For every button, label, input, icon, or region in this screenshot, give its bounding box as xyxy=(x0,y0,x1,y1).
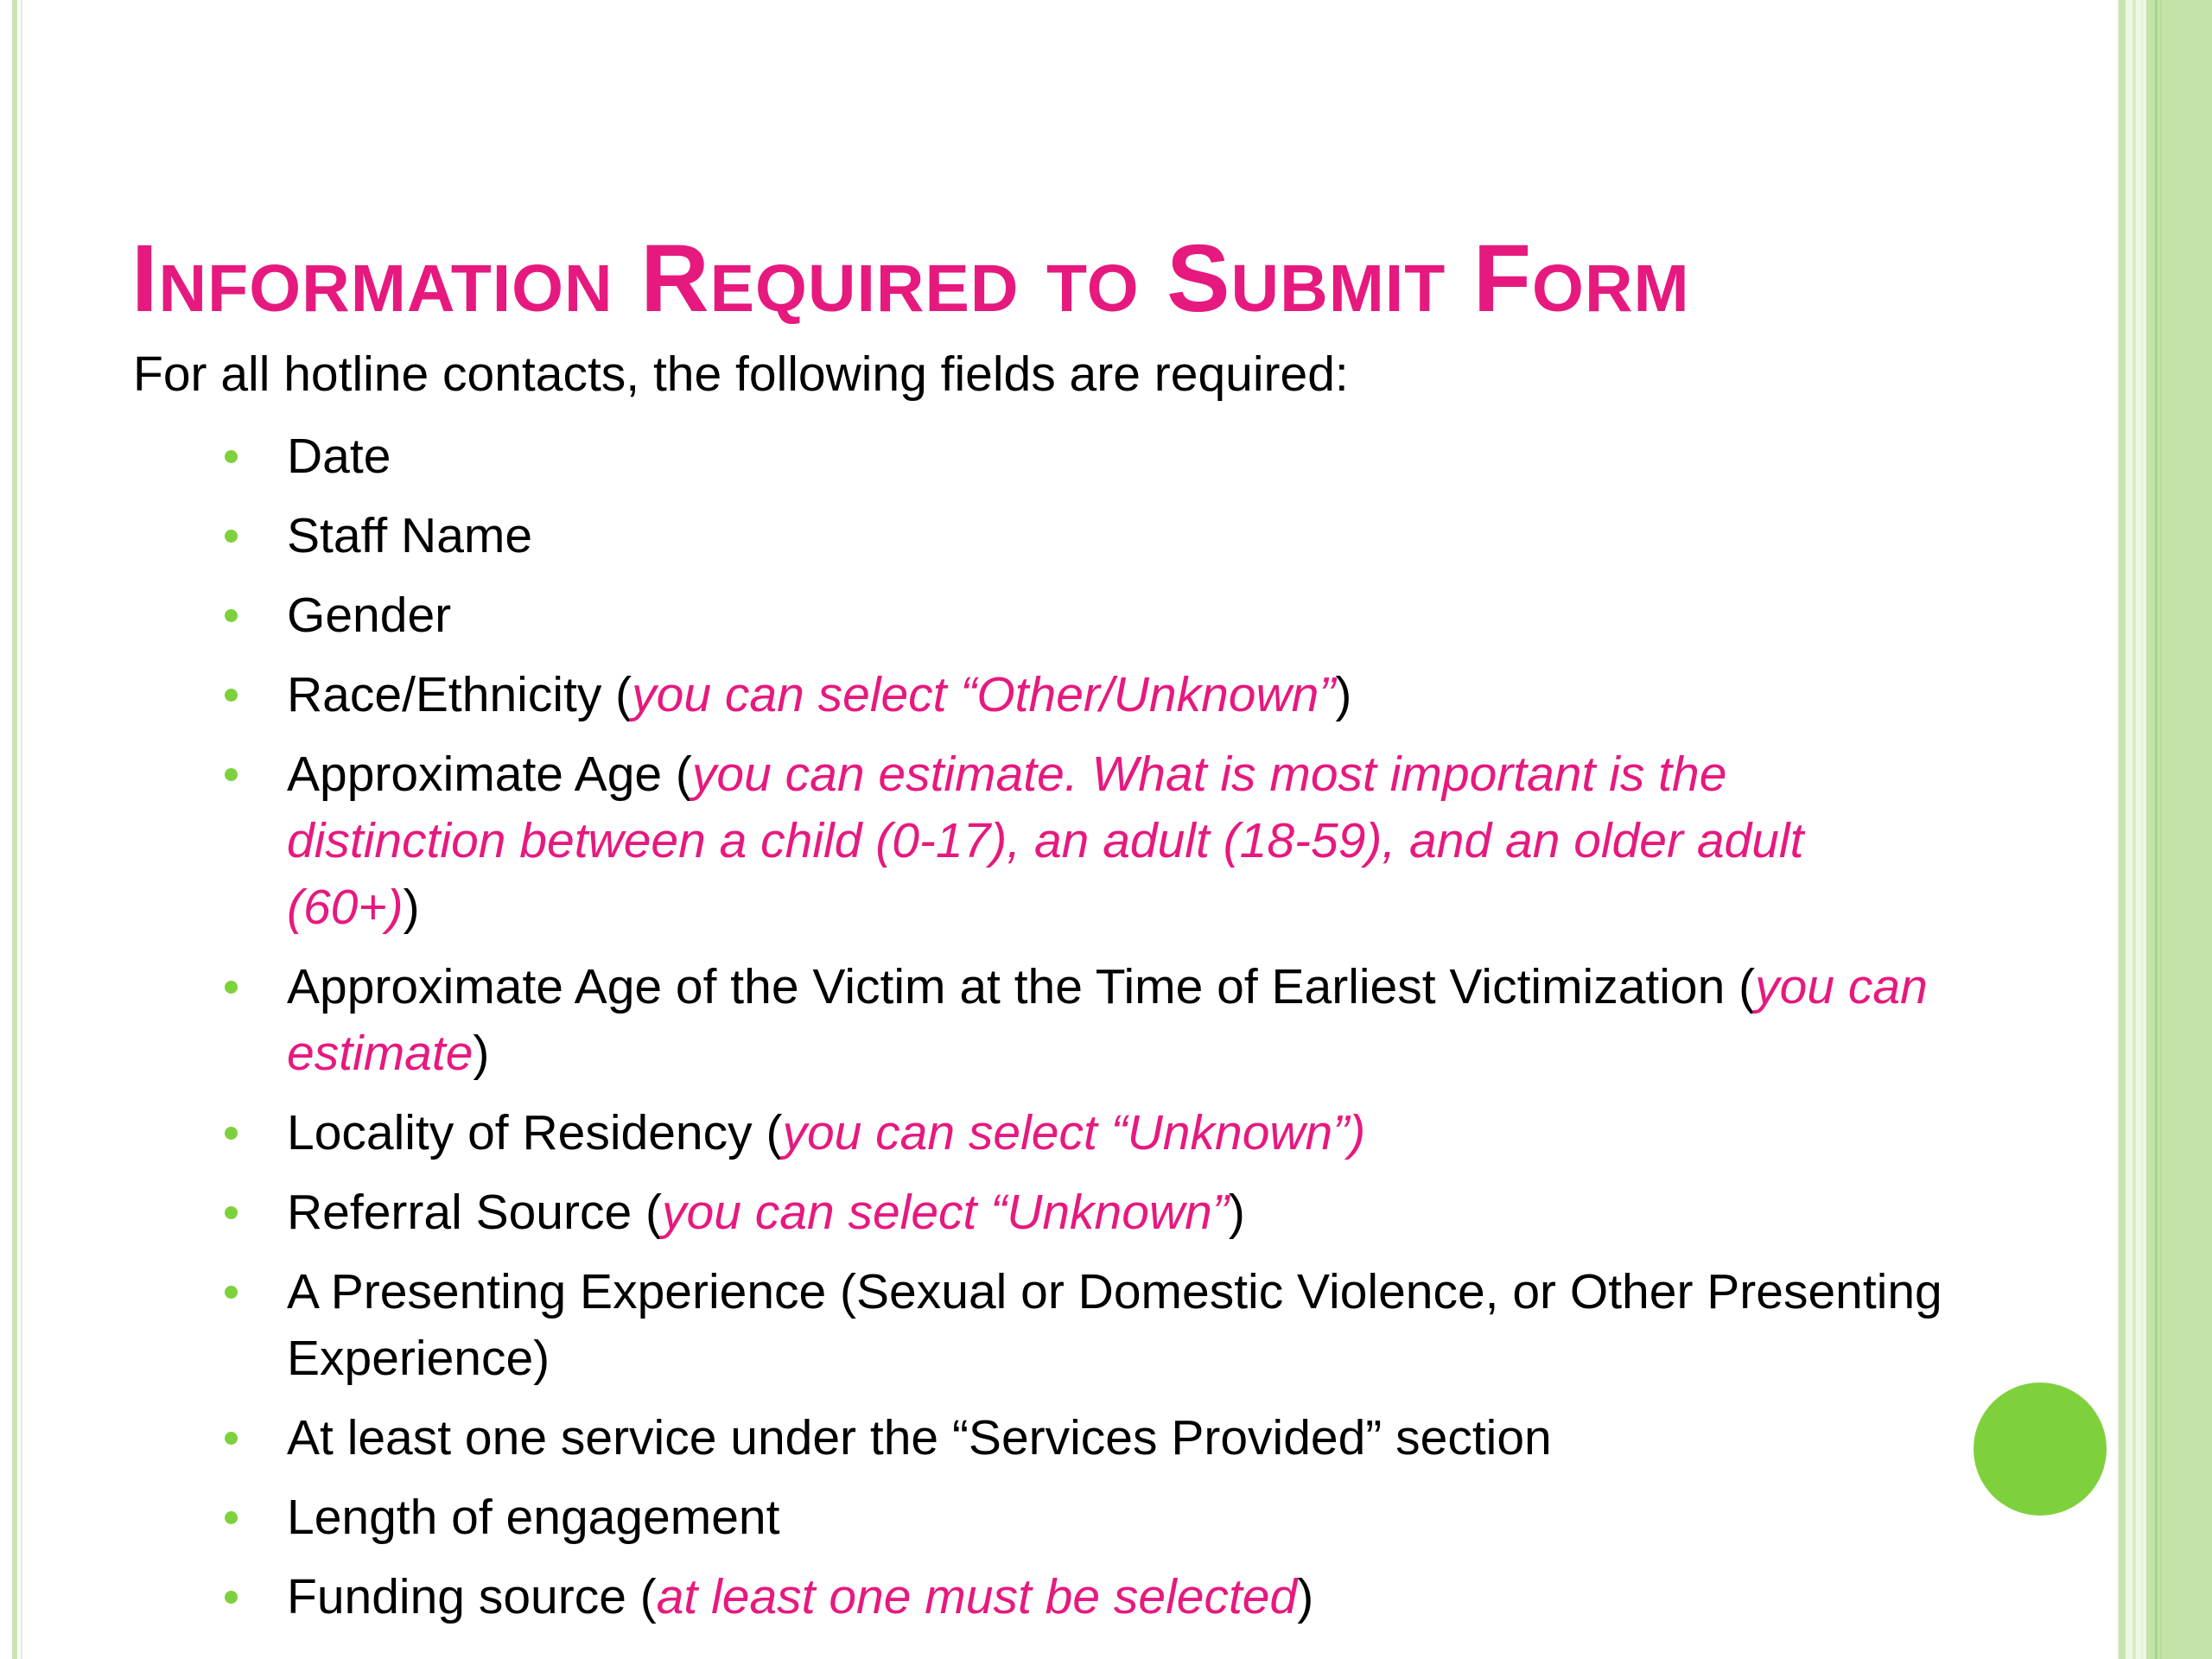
bullet-icon xyxy=(225,1286,238,1299)
right-border-line xyxy=(2160,0,2162,1659)
item-note: you can select “Unknown” xyxy=(662,1185,1229,1240)
list-item xyxy=(216,1405,1944,1471)
item-after: ) xyxy=(1228,1185,1245,1240)
item-text: Race/Ethnicity ( xyxy=(287,667,632,722)
left-border-line-thin xyxy=(21,0,22,1659)
item-after: ) xyxy=(1335,667,1352,722)
item-note: you can estimate. What is most important is the distinction between a child (0-17), an adult (18-59), and an older adult (60+) xyxy=(287,747,1804,935)
item-text: Approximate Age ( xyxy=(287,747,692,802)
slide-title: Information Required to Submit Form xyxy=(131,226,1690,332)
bullet-icon xyxy=(225,1511,238,1524)
list-item xyxy=(216,503,1944,569)
list-item xyxy=(216,423,1944,490)
bullet-icon xyxy=(225,450,238,463)
list-item xyxy=(216,582,1944,649)
item-text: At least one service under the “Services Provided” section xyxy=(287,1410,1552,1465)
item-after: ) xyxy=(403,880,420,935)
bullet-icon xyxy=(225,530,238,543)
bullet-icon xyxy=(225,1432,238,1445)
right-border-line xyxy=(2141,0,2143,1659)
list-item xyxy=(216,741,1944,941)
right-border-line xyxy=(2119,0,2126,1659)
item-note: you can estimate xyxy=(287,959,1928,1081)
item-note: you can select “Other/Unknown” xyxy=(632,667,1336,722)
list-item xyxy=(216,1259,1944,1392)
right-border-line xyxy=(2155,0,2158,1659)
list-item xyxy=(216,1179,1944,1246)
bullet-icon xyxy=(225,609,238,622)
bullet-icon xyxy=(225,689,238,702)
item-text: Date xyxy=(287,429,391,484)
bullet-icon xyxy=(225,768,238,781)
item-text: Staff Name xyxy=(287,508,533,563)
bullet-icon xyxy=(225,981,238,994)
item-text: Length of engagement xyxy=(287,1490,780,1545)
item-note: at least one must be selected xyxy=(656,1569,1298,1624)
list-item xyxy=(216,1100,1944,1166)
item-text: Gender xyxy=(287,588,452,643)
item-note: you can select “Unknown”) xyxy=(782,1105,1366,1160)
item-text: A Presenting Experience (Sexual or Domestic Violence, or Other Presenting Experience) xyxy=(287,1264,1942,1386)
list-item xyxy=(216,1484,1944,1551)
list-item xyxy=(216,662,1944,728)
list-item xyxy=(216,1564,1944,1630)
item-text: Approximate Age of the Victim at the Time of Earliest Victimization ( xyxy=(287,959,1756,1014)
green-circle-icon xyxy=(1974,1382,2107,1516)
list-item xyxy=(216,954,1944,1087)
bullet-icon xyxy=(225,1591,238,1604)
item-text: Funding source ( xyxy=(287,1569,657,1624)
right-border-line xyxy=(2133,0,2136,1659)
item-text: Referral Source ( xyxy=(287,1185,662,1240)
left-border-line xyxy=(12,0,17,1659)
item-after: ) xyxy=(473,1026,490,1081)
bullet-icon xyxy=(225,1206,238,1219)
intro-text: For all hotline contacts, the following fields are required: xyxy=(133,346,1349,402)
item-text: Locality of Residency ( xyxy=(287,1105,783,1160)
required-fields-list xyxy=(216,423,1944,1643)
item-after: ) xyxy=(1297,1569,1314,1624)
bullet-icon xyxy=(225,1127,238,1140)
